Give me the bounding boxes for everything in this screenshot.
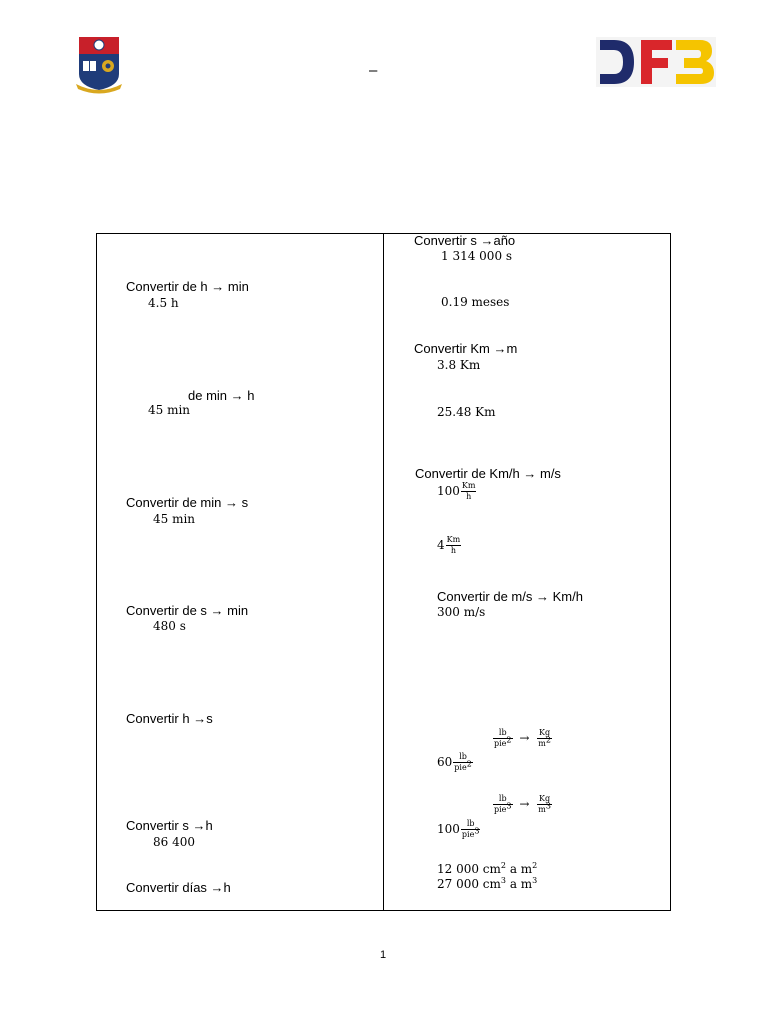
r10-expression: 12 000 $cm^2$ a $m^2$ [437,861,538,876]
header-dash: – [369,62,378,79]
q3-value: 45 min [153,512,196,526]
r3-value: 3.8 Km [437,358,481,372]
q5-title: Convertir h →s [126,711,213,726]
table-column-divider [383,233,384,911]
r8-conversion: $\frac{lb}{pie^2}$ → $\frac{Kg}{m^2}$ [494,728,551,748]
r9-conversion: $\frac{lb}{pie^3}$ → $\frac{Kg}{m^3}$ [494,794,551,814]
r7-title: Convertir de m/s → Km/h [437,589,583,604]
page-number: 1 [380,949,387,961]
r2-value: 0.19 meses [441,295,510,309]
q4-value: 480 s [153,619,186,633]
dfb-logo [596,37,716,87]
r5-expression [437,481,476,502]
r11-expression: 27 000 $cm^3$ a $m^3$ [437,876,538,891]
r1-title: Convertir s →año [414,233,516,248]
q4-title: Convertir de s → min [126,603,249,618]
q3-title: Convertir de min → s [126,495,249,510]
r7-value: 300 m/s [437,605,486,619]
r5-fraction: $\frac{Km}{h}$ [461,481,476,501]
r6-expression [437,535,461,556]
r8-value: 60 [437,755,453,769]
r9-arrow: → [519,797,530,811]
institution-seal-logo [74,36,124,94]
q6-value: 86 400 [153,835,195,849]
q2-value: 45 min [148,403,191,417]
r9-expression: 100 $\frac{lb}{pie^3}$ [437,819,480,839]
q6-title: Convertir s →h [126,818,213,833]
q2-title: de min → h [188,388,255,403]
r9-value: 100 [437,822,460,836]
r4-value: 25.48 Km [437,405,496,419]
r6-fraction: $\frac{Km}{h}$ [446,535,461,555]
r8-expression: 60 $\frac{lb}{pie^2}$ [437,752,472,772]
r8-arrow: → [519,731,530,745]
q1-value: 4.5 h [148,296,179,310]
q1-title: Convertir de h → min [126,279,249,294]
r5-value: 100 [437,484,460,498]
r3-title: Convertir Km →m [414,341,518,356]
r5-title: Convertir de Km/h → m/s [415,466,561,481]
r1-value: 1 314 000 s [441,249,513,263]
q7-title: Convertir días →h [126,880,231,895]
r6-value: 4 [437,538,445,552]
